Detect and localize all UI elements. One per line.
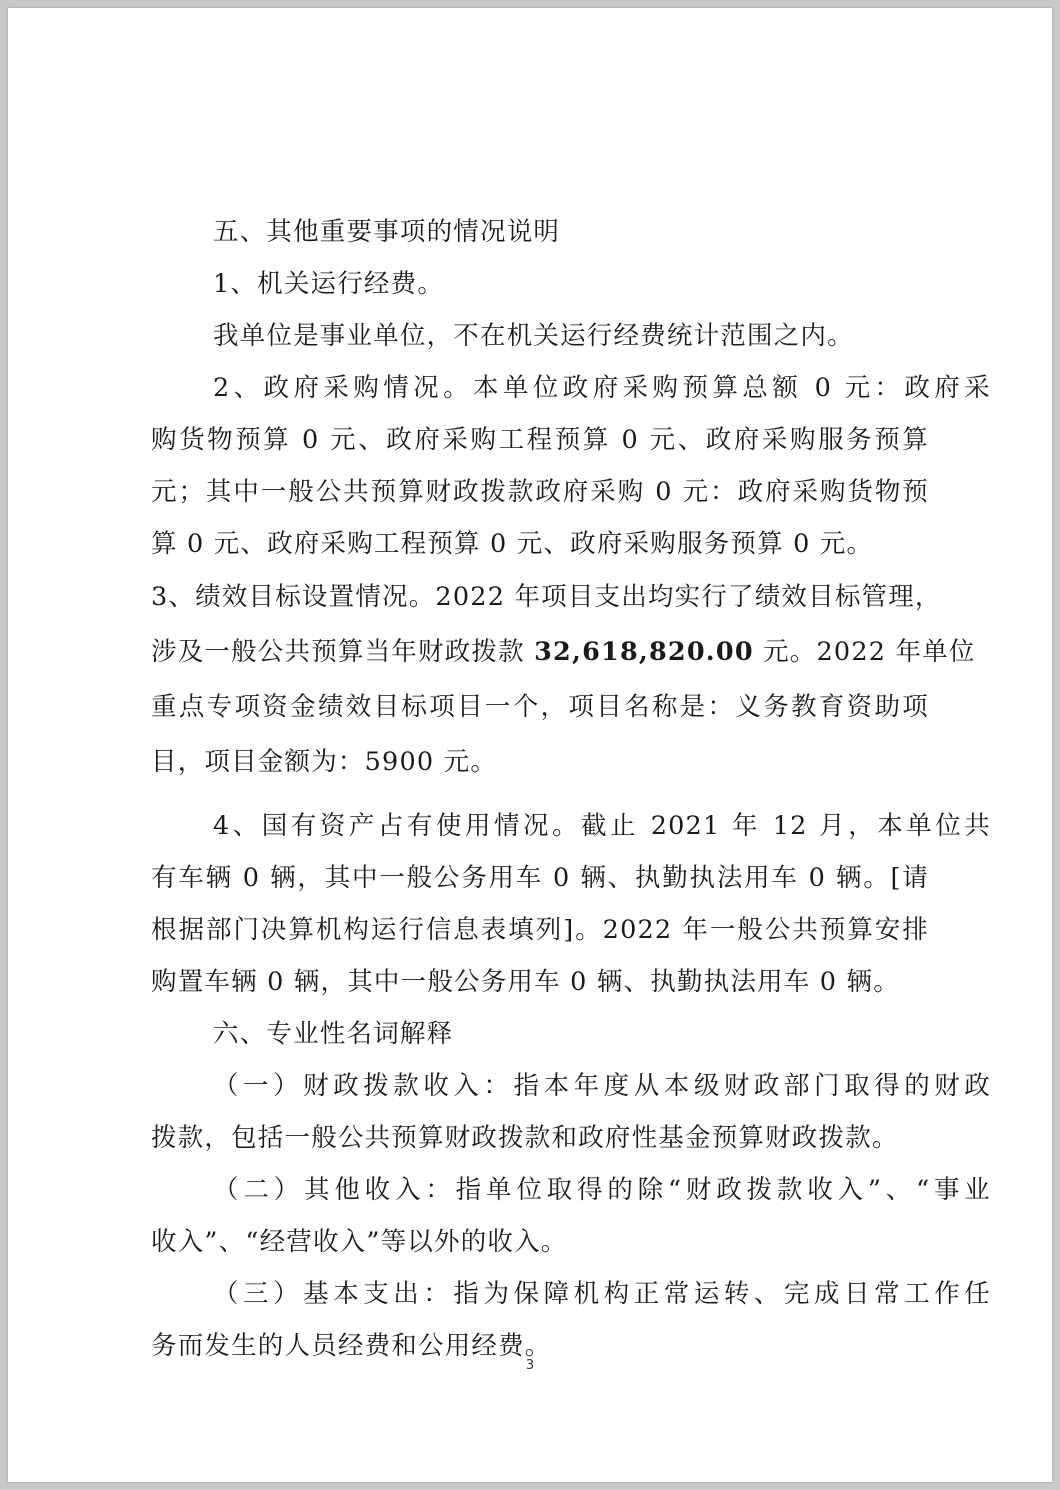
- page-number: 3: [525, 1358, 535, 1373]
- paragraph-line: 拨款，包括一般公共预算财政拨款和政府性基金预算财政拨款。: [151, 1123, 899, 1153]
- paragraph-line-with-amount: [151, 625, 976, 680]
- paragraph-line: 购货物预算 0 元、政府采购工程预算 0 元、政府采购服务预算: [151, 425, 929, 455]
- paragraph-line: 我单位是事业单位，不在机关运行经费统计范围之内。: [213, 321, 854, 351]
- paragraph-line: 收入”、“经营收入”等以外的收入。: [151, 1227, 568, 1257]
- paragraph-line: 重点专项资金绩效目标项目一个，项目名称是：义务教育资助项: [151, 692, 929, 722]
- paragraph-line: 4、国有资产占有使用情况。截止 2021 年 12 月，本单位共: [213, 811, 991, 841]
- paragraph-line: 购置车辆 0 辆，其中一般公务用车 0 辆、执勤执法用车 0 辆。: [151, 967, 900, 997]
- paragraph-line: （二）其他收入：指单位取得的除“财政拨款收入”、“事业: [213, 1175, 991, 1205]
- paragraph-line: 有车辆 0 辆，其中一般公务用车 0 辆、执勤执法用车 0 辆。[请: [151, 863, 929, 893]
- paragraph-line-with-amount: [151, 735, 929, 790]
- project-amount: 5900: [364, 747, 435, 777]
- paragraph-line: （三）基本支出：指为保障机构正常运转、完成日常工作任: [213, 1279, 991, 1309]
- paragraph-line: （一）财政拨款收入：指本年度从本级财政部门取得的财政: [213, 1071, 991, 1101]
- text-fragment: 元。2022 年单位: [753, 637, 976, 667]
- document-page: [8, 8, 1052, 1482]
- paragraph-line: 2、政府采购情况。本单位政府采购预算总额 0 元：政府采: [213, 373, 991, 403]
- paragraph-line: 3、绩效目标设置情况。2022 年项目支出均实行了绩效目标管理，: [151, 582, 942, 612]
- text-fragment: 元。: [434, 747, 498, 777]
- text-fragment: 目，项目金额为：: [151, 747, 365, 777]
- item-heading-operating-expenses: 1、机关运行经费。: [213, 269, 445, 299]
- text-fragment: 涉及一般公共预算当年财政拨款: [151, 637, 535, 667]
- fiscal-allocation-amount: 32,618,820.00: [534, 637, 754, 667]
- paragraph-line: 算 0 元、政府采购工程预算 0 元、政府采购服务预算 0 元。: [151, 529, 874, 559]
- paragraph-line: 务而发生的人员经费和公用经费。: [151, 1331, 552, 1361]
- section-heading-other-matters: 五、其他重要事项的情况说明: [213, 217, 561, 247]
- document-body: [151, 206, 991, 1372]
- paragraph-line: 根据部门决算机构运行信息表填列]。2022 年一般公共预算安排: [151, 915, 929, 945]
- paragraph-line: 元；其中一般公共预算财政拨款政府采购 0 元：政府采购货物预: [151, 477, 929, 507]
- section-heading-terms: 六、专业性名词解释: [213, 1019, 454, 1049]
